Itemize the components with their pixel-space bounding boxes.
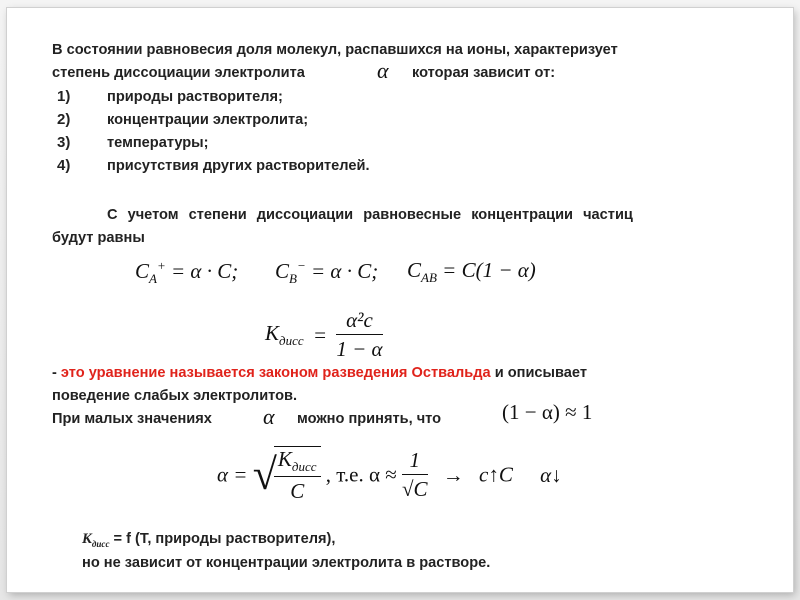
k-fraction — [336, 308, 382, 362]
sqrt-icon: √ — [252, 450, 277, 500]
list-item: природы растворителя; — [107, 89, 283, 105]
ostwald-dash: - — [52, 365, 61, 381]
formula-conc-b — [275, 258, 378, 287]
conclusion-k: К — [82, 531, 92, 547]
sqrt-k: K — [277, 447, 292, 471]
conc-ab-sub: AB — [421, 270, 437, 286]
conc-b-sub: B — [289, 271, 297, 287]
inverse-denominator: √C — [401, 477, 428, 502]
list-item: присутствия других растворителей. — [107, 158, 370, 174]
arrow-right-icon: → — [442, 462, 464, 487]
intro-line-2: степень диссоциации электролита — [52, 65, 305, 81]
sqrt-fraction — [274, 447, 321, 504]
list-number: 3) — [57, 134, 71, 151]
list-number: 2) — [57, 111, 71, 128]
conclusion-k-sub: дисс — [91, 538, 110, 549]
ostwald-line-3-end: можно принять, что — [297, 411, 442, 427]
paragraph-line-1: С учетом степени диссоциации равновесные концентрации частиц — [107, 207, 633, 223]
paragraph-line-2: будут равны — [52, 230, 145, 246]
conc-b-rhs: = α · C; — [311, 259, 379, 283]
k-denominator: 1 − α — [336, 337, 383, 361]
intro-line-1: В состоянии равновесия доля молекул, распавшихся на ионы, характеризует — [52, 42, 618, 58]
conc-ab-symbol: C — [407, 258, 422, 282]
conc-b-symbol: C — [275, 259, 290, 283]
formula-conc-ab — [407, 258, 536, 286]
ostwald-law-name: это уравнение называется законом разведения Оствальда — [60, 365, 491, 381]
alpha-lhs: α = — [217, 462, 248, 487]
slide-canvas — [7, 8, 793, 592]
ostwald-line-2: поведение слабых электролитов. — [52, 388, 298, 404]
te-text: , т.е. α ≈ — [325, 462, 397, 487]
conc-a-rhs: = α · C; — [171, 259, 239, 283]
sqrt-body — [274, 446, 321, 504]
conc-b-sup: − — [296, 258, 306, 273]
k-symbol: K — [265, 320, 280, 345]
ostwald-line-3: При малых значениях — [52, 411, 212, 427]
sqrt-denominator: C — [290, 479, 305, 504]
k-equals: = — [312, 322, 328, 347]
formula-approx: (1 − α) ≈ 1 — [502, 400, 593, 424]
formula-conc-a — [135, 258, 238, 287]
formula-alpha-sqrt — [217, 446, 562, 504]
conc-a-sup: + — [156, 258, 166, 273]
conclusion-rest: = f (Т, природы растворителя), — [109, 531, 336, 547]
conc-ab-rhs: = C(1 − α) — [442, 258, 536, 282]
inverse-fraction — [402, 448, 428, 502]
k-numerator: α²c — [336, 308, 382, 335]
conc-a-symbol: C — [135, 259, 150, 283]
k-sub: дисс — [279, 333, 304, 349]
sqrt-k-sub: дисс — [291, 459, 317, 475]
inverse-numerator: 1 — [402, 448, 428, 475]
ostwald-line-1 — [52, 363, 587, 383]
conclusion-line-1 — [82, 529, 335, 554]
formula-k-diss — [265, 308, 383, 362]
list-number: 1) — [57, 88, 71, 105]
alpha-symbol: α — [377, 58, 389, 83]
conc-a-sub: A — [149, 271, 157, 287]
conclusion-line-2: но не зависит от концентрации электролита в растворе. — [82, 555, 491, 571]
alpha-symbol: α — [263, 404, 275, 429]
list-item: концентрации электролита; — [107, 112, 309, 128]
k-lhs — [265, 321, 304, 349]
sqrt-numerator — [274, 447, 321, 477]
c-up-text: c↑C — [479, 462, 513, 487]
intro-line-2-end: которая зависит от: — [412, 65, 556, 81]
list-item: температуры; — [107, 135, 209, 151]
ostwald-rest: и описывает — [490, 365, 587, 381]
alpha-down-text: α↓ — [540, 462, 562, 487]
list-number: 4) — [57, 157, 71, 174]
